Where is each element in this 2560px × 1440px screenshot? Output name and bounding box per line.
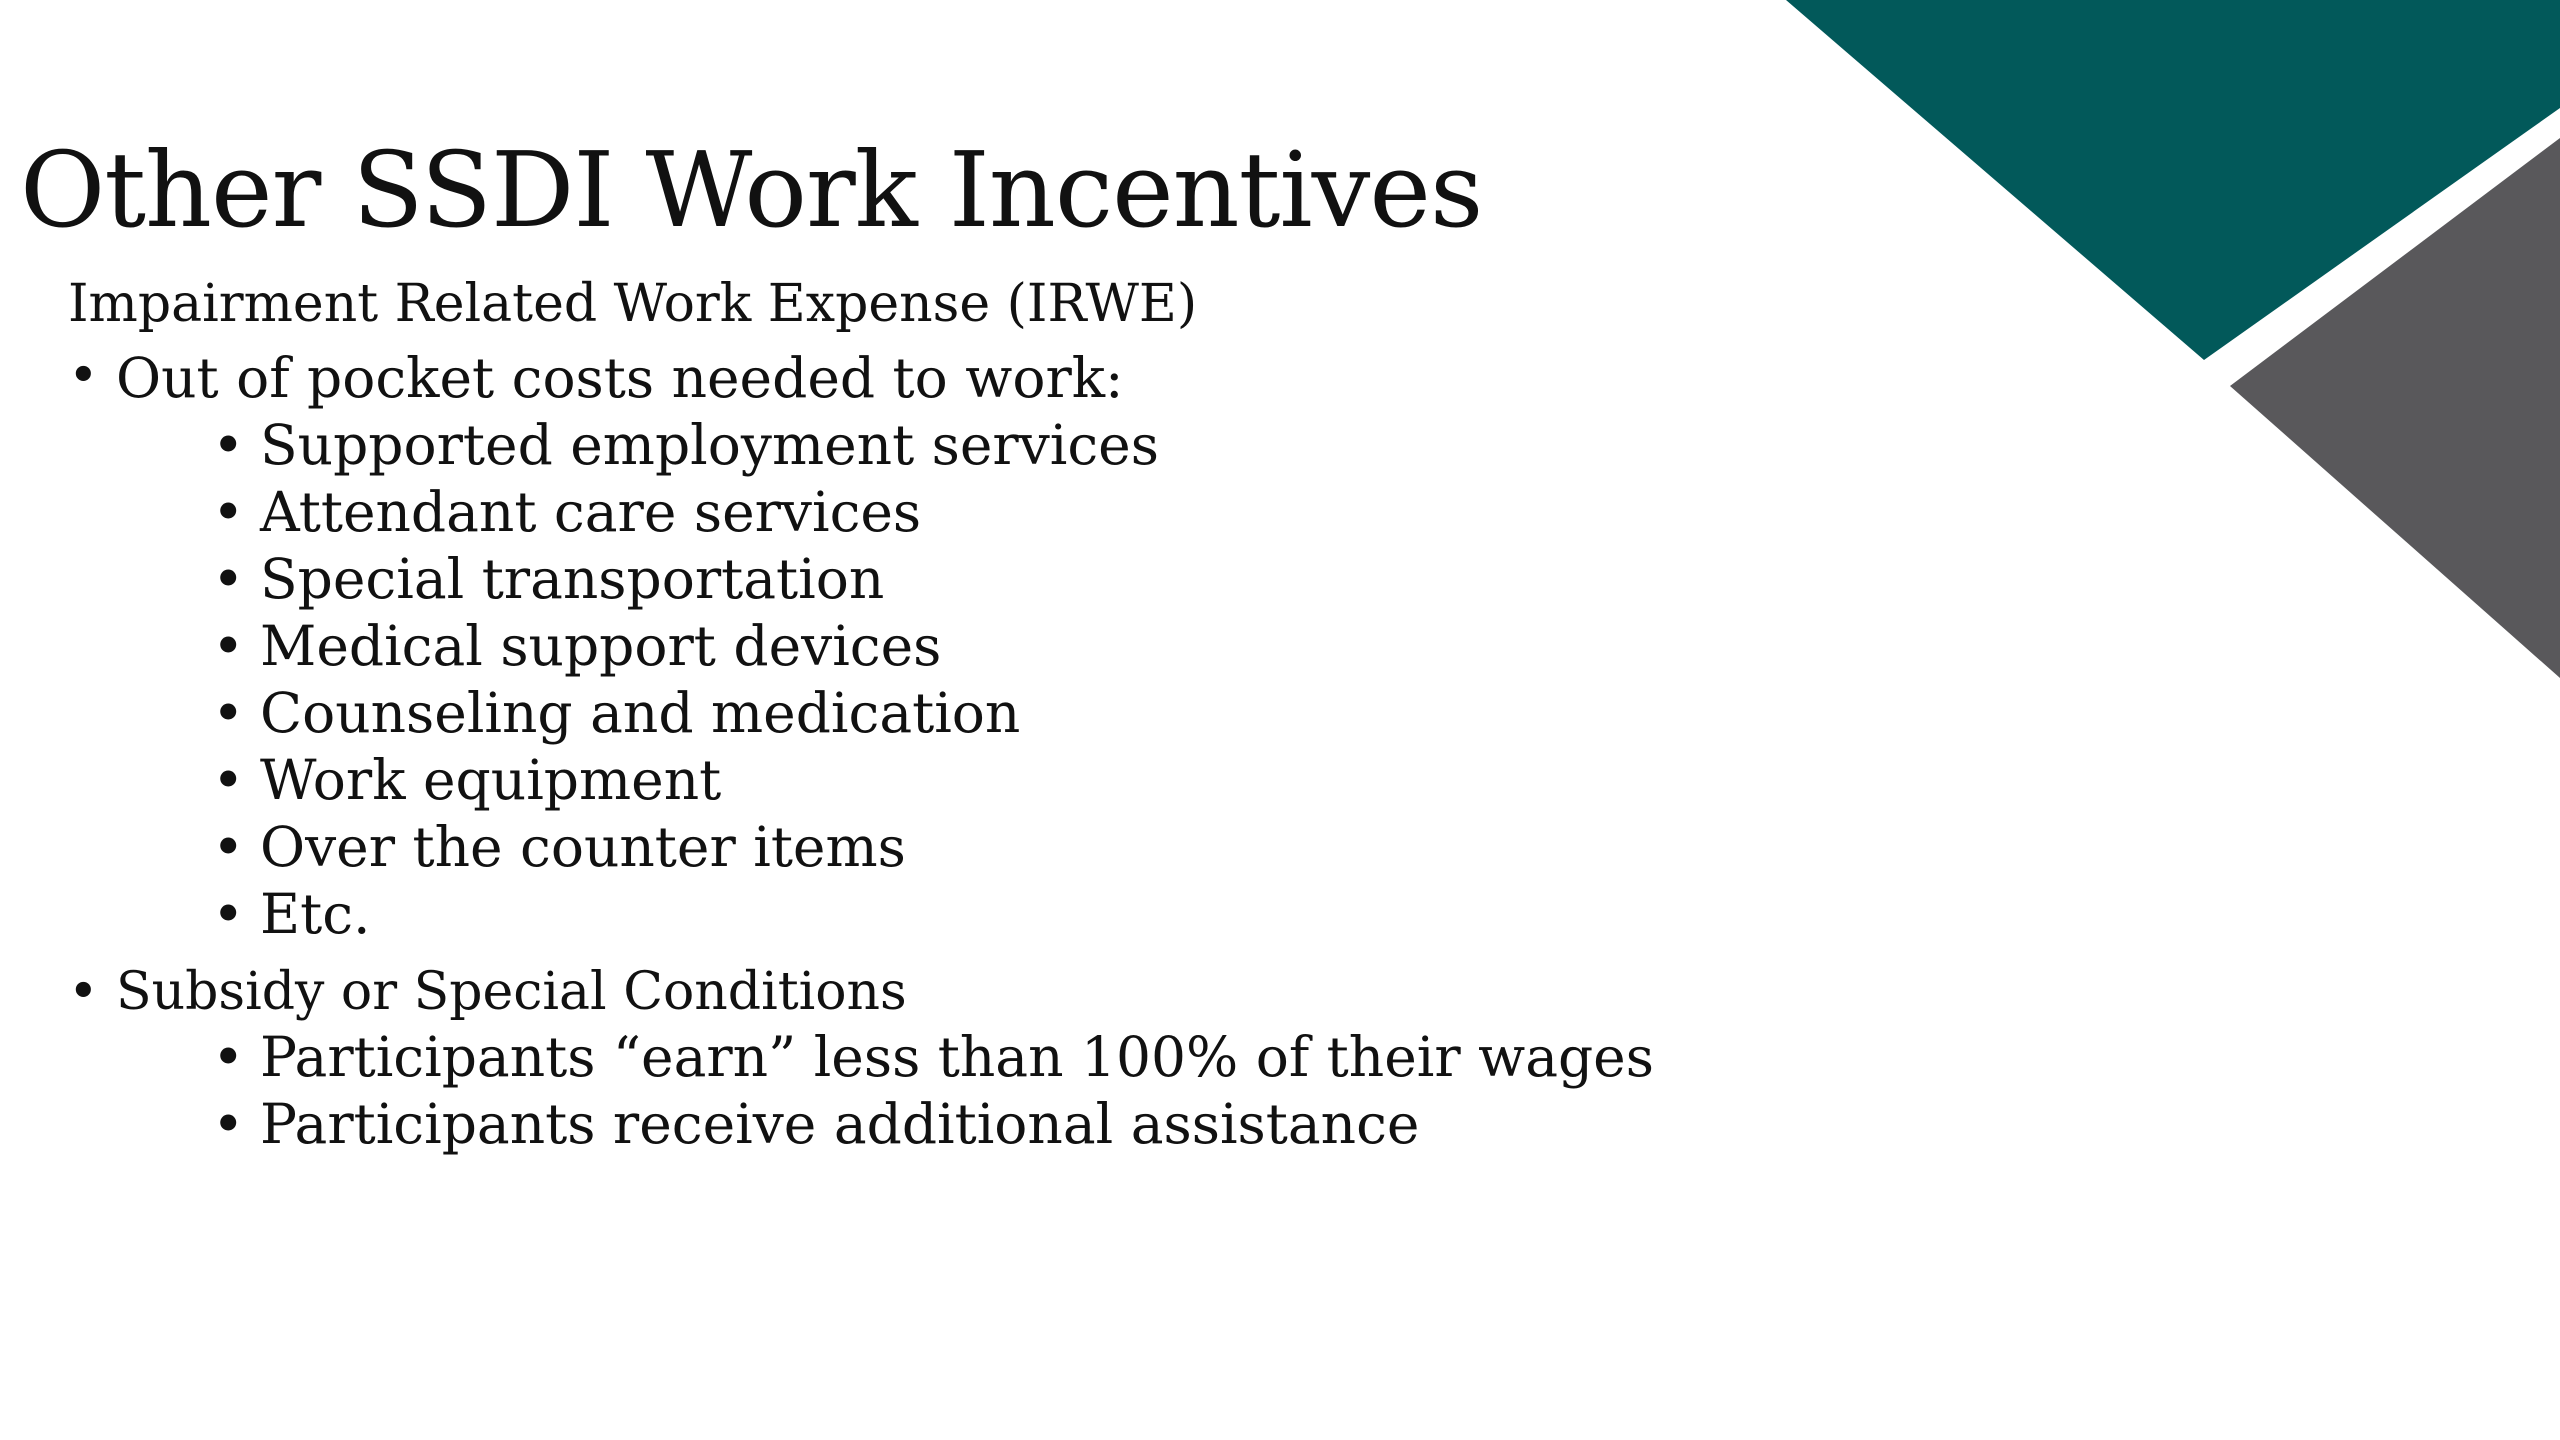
list-item <box>212 1024 1654 1091</box>
bullet-point-icon: • <box>212 748 245 812</box>
sub-bullet-list <box>116 412 1654 948</box>
bullet-point-icon: • <box>212 480 245 544</box>
section-heading-out-of-pocket: Out of pocket costs needed to work: <box>116 346 1124 410</box>
section-heading-subsidy: Subsidy or Special Conditions <box>116 962 907 1022</box>
list-item-text: Etc. <box>260 882 371 946</box>
list-item <box>68 344 1654 948</box>
list-item-text: Medical support devices <box>260 614 942 678</box>
bullet-point-icon: • <box>212 1092 245 1156</box>
slide-title: Other SSDI Work Incentives <box>20 129 1483 251</box>
list-item <box>212 814 1654 881</box>
bullet-point-icon: • <box>68 346 99 406</box>
bullet-point-icon: • <box>212 882 245 946</box>
list-item <box>212 747 1654 814</box>
bullet-list <box>68 344 1654 1158</box>
bullet-point-icon: • <box>212 547 245 611</box>
list-item <box>212 881 1654 948</box>
list-item <box>212 1091 1654 1158</box>
list-item <box>68 960 1654 1158</box>
slide-subtitle: Impairment Related Work Expense (IRWE) <box>68 274 1198 334</box>
list-item <box>212 412 1654 479</box>
bullet-point-icon: • <box>212 1025 245 1089</box>
bullet-point-icon: • <box>212 413 245 477</box>
list-item-text: Over the counter items <box>260 815 906 879</box>
list-item <box>212 546 1654 613</box>
bullet-point-icon: • <box>212 815 245 879</box>
bullet-point-icon: • <box>212 681 245 745</box>
list-item <box>212 680 1654 747</box>
list-item-text: Special transportation <box>260 547 885 611</box>
bullet-point-icon: • <box>68 962 99 1022</box>
list-item <box>212 613 1654 680</box>
list-item <box>212 479 1654 546</box>
list-item-text: Participants “earn” less than 100% of their wages <box>260 1025 1654 1089</box>
list-item-text: Work equipment <box>260 748 722 812</box>
list-item-text: Participants receive additional assistance <box>260 1092 1420 1156</box>
sub-bullet-list <box>116 1024 1654 1158</box>
list-item-text: Attendant care services <box>260 480 922 544</box>
list-item-text: Counseling and medication <box>260 681 1021 745</box>
list-item-text: Supported employment services <box>260 413 1159 477</box>
bullet-point-icon: • <box>212 614 245 678</box>
